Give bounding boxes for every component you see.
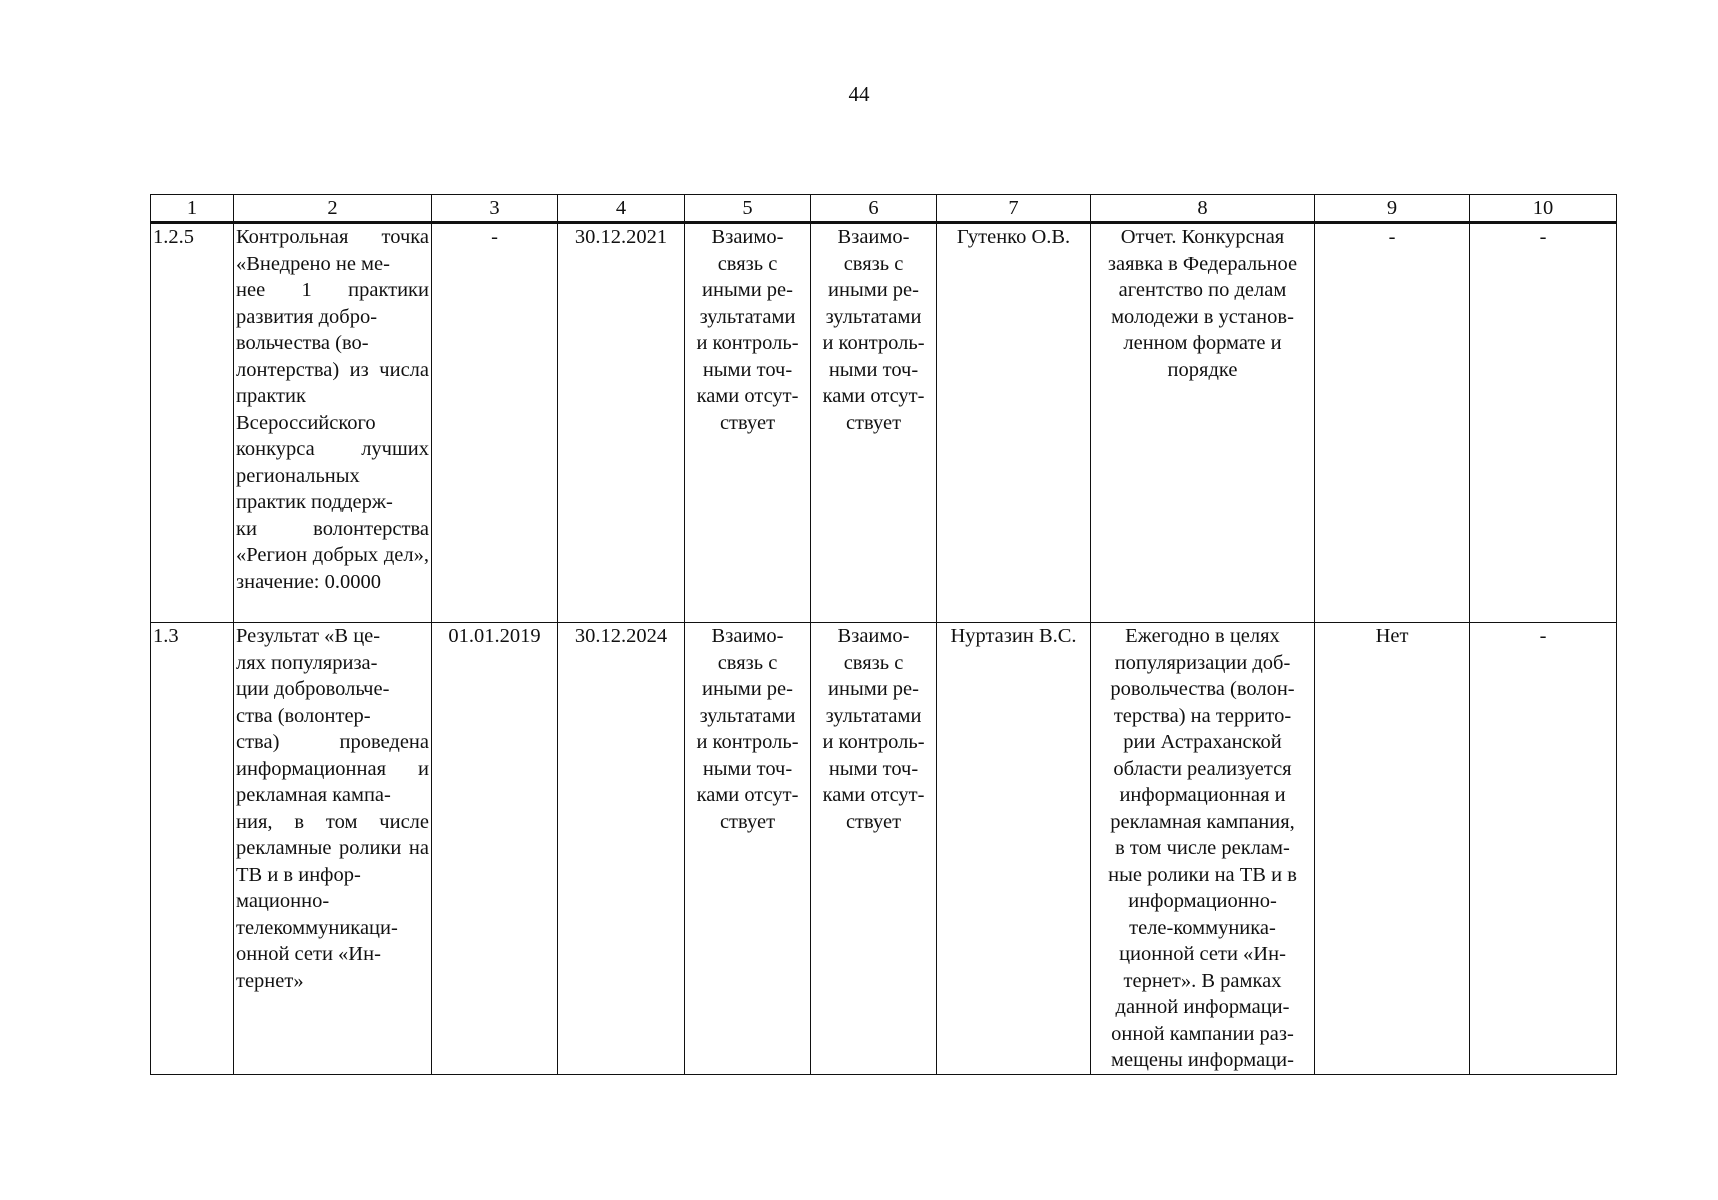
column-9-value: Нет [1315, 623, 1470, 1075]
item-number: 1.3 [151, 623, 234, 1075]
column-number: 9 [1315, 195, 1470, 223]
column-9-value: - [1315, 223, 1470, 623]
plan-table [150, 194, 1617, 1075]
column-number: 10 [1470, 195, 1617, 223]
column-number: 7 [937, 195, 1091, 223]
start-date: 01.01.2019 [432, 623, 558, 1075]
successor-links: Взаимо- связь с иными ре- зультатами и контроль- ными точ- ками отсут- ствует [811, 623, 937, 1075]
end-date: 30.12.2024 [558, 623, 685, 1075]
responsible-person: Гутенко О.В. [937, 223, 1091, 623]
end-date: 30.12.2021 [558, 223, 685, 623]
start-date: - [432, 223, 558, 623]
predecessor-links: Взаимо- связь с иными ре- зультатами и контроль- ными точ- ками отсут- ствует [685, 223, 811, 623]
column-10-value: - [1470, 223, 1617, 623]
column-number: 5 [685, 195, 811, 223]
column-number: 2 [234, 195, 432, 223]
table-row [151, 623, 1617, 1075]
column-10-value: - [1470, 623, 1617, 1075]
page-number: 44 [848, 82, 870, 106]
column-number: 6 [811, 195, 937, 223]
predecessor-links: Взаимо- связь с иными ре- зультатами и контроль- ными точ- ками отсут- ствует [685, 623, 811, 1075]
column-number: 1 [151, 195, 234, 223]
result-description: Ежегодно в целях популяризации доб- ровольчества (волон- терства) на террито- рии Астраханской области реализуется информационная и рекламная кампания, в том числе реклам- ные ролики на ТВ и в информационно- теле-коммуника- ционной сети «Ин- тернет». В рамках данной информаци- онной кампании раз- мещены информаци- [1091, 623, 1315, 1075]
column-number-row [151, 195, 1617, 223]
responsible-person: Нуртазин В.С. [937, 623, 1091, 1075]
column-number: 8 [1091, 195, 1315, 223]
successor-links: Взаимо- связь с иными ре- зультатами и контроль- ными точ- ками отсут- ствует [811, 223, 937, 623]
item-name: Результат «В це- лях популяриза- ции добровольче- ства (волонтер- ства) проведена информационная и рекламная кампа- ния, в том числе рекламные ролики на ТВ и в инфор- мационно- телекоммуникаци- онной сети «Ин- тернет» [234, 623, 432, 1075]
table-row [151, 223, 1617, 623]
column-number: 3 [432, 195, 558, 223]
column-number: 4 [558, 195, 685, 223]
item-number: 1.2.5 [151, 223, 234, 623]
item-name: Контрольная точка «Внедрено не ме- нее 1 практики развития добро- вольчества (во- лонтерства) из числа практик Всероссийского конкурса лучших региональных практик поддерж- ки волонтерства «Регион добрых дел», значение: 0.0000 [234, 223, 432, 623]
result-description: Отчет. Конкурсная заявка в Федеральное агентство по делам молодежи в установ- ленном формате и порядке [1091, 223, 1315, 623]
